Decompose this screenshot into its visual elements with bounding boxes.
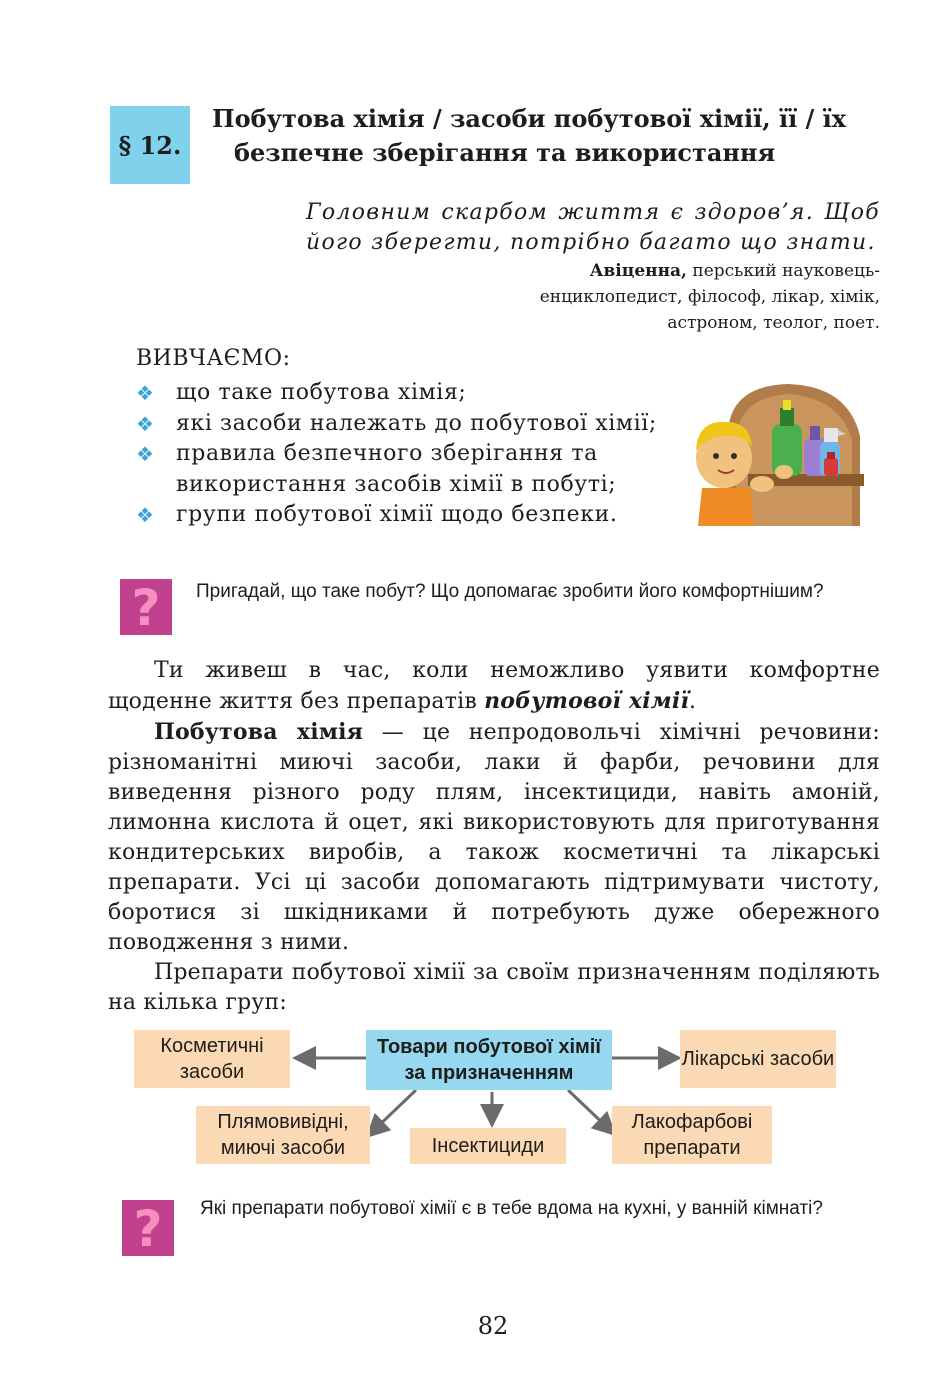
title-line-1: Побутова хімія / засоби побутової хімії, її / їх xyxy=(212,104,847,133)
arrow-to-paint xyxy=(568,1090,612,1132)
diagram-medical-box: Лікарські засоби xyxy=(680,1030,836,1088)
section-number-badge xyxy=(110,106,190,184)
section-number: § 12. xyxy=(118,130,182,160)
title-line-2: безпечне зберігання та використання xyxy=(234,138,776,167)
learn-item: ❖ правила безпечного зберігання та використання засобів хімії в побуті; xyxy=(136,441,617,497)
diagram-paint-box: Лакофарбові препарати xyxy=(612,1106,772,1164)
child-with-bottles-illustration xyxy=(688,376,864,526)
epigraph-author xyxy=(440,258,880,336)
emphasis-term: побутової хімії xyxy=(484,688,690,714)
question-mark-icon xyxy=(122,1198,174,1258)
learn-list xyxy=(136,378,676,531)
paragraph-2: Побутова хімія — це непродовольчі хімічні речовини: різноманітні миючі засоби, лаки й фарби, речовини для виведення різного роду плям, інсектициди, навіть амоній, лимонна кислота й оцет, які використовують для приготування кондитерських виробів, а також косметичні та лікарські препарати. Усі ці засоби допомагають підтримувати чистоту, боротися зі шкідниками й потребують дуже обережного поводження з ними. xyxy=(108,719,880,955)
svg-text:?: ? xyxy=(131,579,161,637)
diagram-cosmetic-box: Косметичні засоби xyxy=(134,1030,290,1088)
question-2-text: Які препарати побутової хімії є в тебе вдома на кухні, у ванній кімнаті? xyxy=(200,1198,823,1219)
paragraph-3: Препарати побутової хімії за своїм призначенням поділяють на кілька груп: xyxy=(108,960,880,1015)
epigraph-quote: Головним скарбом життя є здоров’я. Щоб його зберегти, потрібно багато що знати. xyxy=(306,200,880,255)
svg-text:?: ? xyxy=(133,1200,163,1258)
diagram-stain-box: Плямовивідні, миючі засоби xyxy=(196,1106,370,1164)
question-mark-icon xyxy=(120,577,172,637)
author-desc-2: енциклопедист, філософ, лікар, хімік, xyxy=(539,287,880,307)
page-number: 82 xyxy=(477,1312,509,1340)
learn-item: ❖ що таке побутова хімія; xyxy=(136,378,676,409)
diagram-center-box: Товари побутової хімії за призначенням xyxy=(366,1030,612,1090)
diamond-bullet-icon: ❖ xyxy=(136,381,155,405)
learn-heading: ВИВЧАЄМО: xyxy=(136,346,291,371)
paragraph-1: Ти живеш в час, коли неможливо уявити комфортне щоденне життя без препаратів побутової хімії. xyxy=(108,658,880,714)
definition-term: Побутова хімія xyxy=(154,719,364,745)
question-1-text: Пригадай, що таке побут? Що допомагає зробити його комфортнішим? xyxy=(196,581,824,602)
diamond-bullet-icon: ❖ xyxy=(136,411,155,436)
section-title xyxy=(212,102,892,170)
diamond-bullet-icon: ❖ xyxy=(136,442,155,466)
body-text xyxy=(108,656,880,1018)
author-name: Авіценна, xyxy=(589,261,687,281)
learn-item: ❖ які засоби належать до побутової хімії; xyxy=(136,409,676,440)
author-desc-3: астроном, теолог, поет. xyxy=(667,313,880,333)
learn-item: ❖ групи побутової хімії щодо безпеки. xyxy=(136,500,676,531)
diamond-bullet-icon: ❖ xyxy=(136,503,155,527)
diagram-insect-box: Інсектициди xyxy=(410,1128,566,1164)
author-desc-1: перський науковець- xyxy=(692,261,880,281)
